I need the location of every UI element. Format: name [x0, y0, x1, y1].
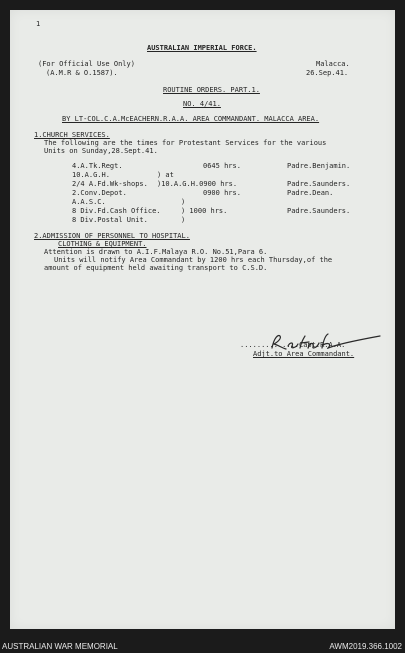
table-row-time: ) 1000 hrs.: [181, 207, 228, 215]
table-row-padre: Padre.Saunders.: [287, 207, 351, 215]
page-mark: 1: [36, 20, 41, 28]
table-row-padre: Padre.Saunders.: [287, 180, 351, 188]
table-row-padre: Padre.Benjamin.: [287, 162, 351, 170]
section2-line2: Units will notify Area Commandant by 1200 hrs each Thursday,of the: [54, 256, 333, 264]
table-row-unit: A.A.S.C.: [72, 198, 106, 206]
table-row-time: ) at: [157, 171, 174, 179]
table-row-padre: Padre.Dean.: [287, 189, 334, 197]
by-line: BY LT-COL.C.A.McEACHERN.R.A.A. AREA COMMANDANT. MALACCA AREA.: [62, 115, 320, 123]
table-row-unit: 8 Div.Postal Unit.: [72, 216, 148, 224]
document-title: AUSTRALIAN IMPERIAL FORCE.: [147, 44, 257, 52]
table-row-unit: 2/4 A.Fd.Wk-shops.: [72, 180, 148, 188]
section2-heading-line2: CLOTHING & EQUIPMENT.: [58, 240, 147, 248]
table-row-time: ): [181, 198, 186, 206]
document-date: 26.Sep.41.: [306, 69, 349, 77]
section2-heading-line1: 2.ADMISSION OF PERSONNEL TO HOSPITAL.: [34, 232, 190, 240]
table-row-time: 0645 hrs.: [203, 162, 241, 170]
section1-intro-line1: The following are the times for Protestant Services for the various: [44, 139, 327, 147]
signature-title: Adjt.to Area Commandant.: [253, 350, 355, 358]
table-row-time: 0900 hrs.: [203, 189, 241, 197]
table-row-unit: 8 Div.Fd.Cash Office.: [72, 207, 161, 215]
table-row-unit: 10.A.G.H.: [72, 171, 110, 179]
table-row-unit: 4.A.Tk.Regt.: [72, 162, 123, 170]
order-number: NO. 4/41.: [183, 100, 221, 108]
table-row-unit: 2.Conv.Depot.: [72, 189, 127, 197]
section2-line1: Attention is drawn to A.I.F.Malaya R.O. No.51,Para 6.: [44, 248, 268, 256]
section1-intro-line2: Units on Sunday,28.Sept.41.: [44, 147, 158, 155]
place-name: Malacca.: [316, 60, 350, 68]
routine-orders-heading: ROUTINE ORDERS. PART.1.: [163, 86, 260, 94]
official-use-label: (For Official Use Only): [38, 60, 135, 68]
document-page: [10, 10, 395, 629]
footer-accession-number: AWM2019.366.1002: [329, 642, 402, 651]
section1-heading: 1.CHURCH SERVICES.: [34, 131, 110, 139]
table-row-time: ): [181, 216, 186, 224]
reference-number: (A.M.R & O.1587).: [46, 69, 118, 77]
footer-institution: AUSTRALIAN WAR MEMORIAL: [2, 642, 118, 651]
table-row-time: )10.A.G.H.0900 hrs.: [157, 180, 238, 188]
section2-line3: amount of equipment held awaiting transport to C.S.D.: [44, 264, 268, 272]
signature-rank: ..............Capt.R.A.A.: [240, 341, 346, 349]
